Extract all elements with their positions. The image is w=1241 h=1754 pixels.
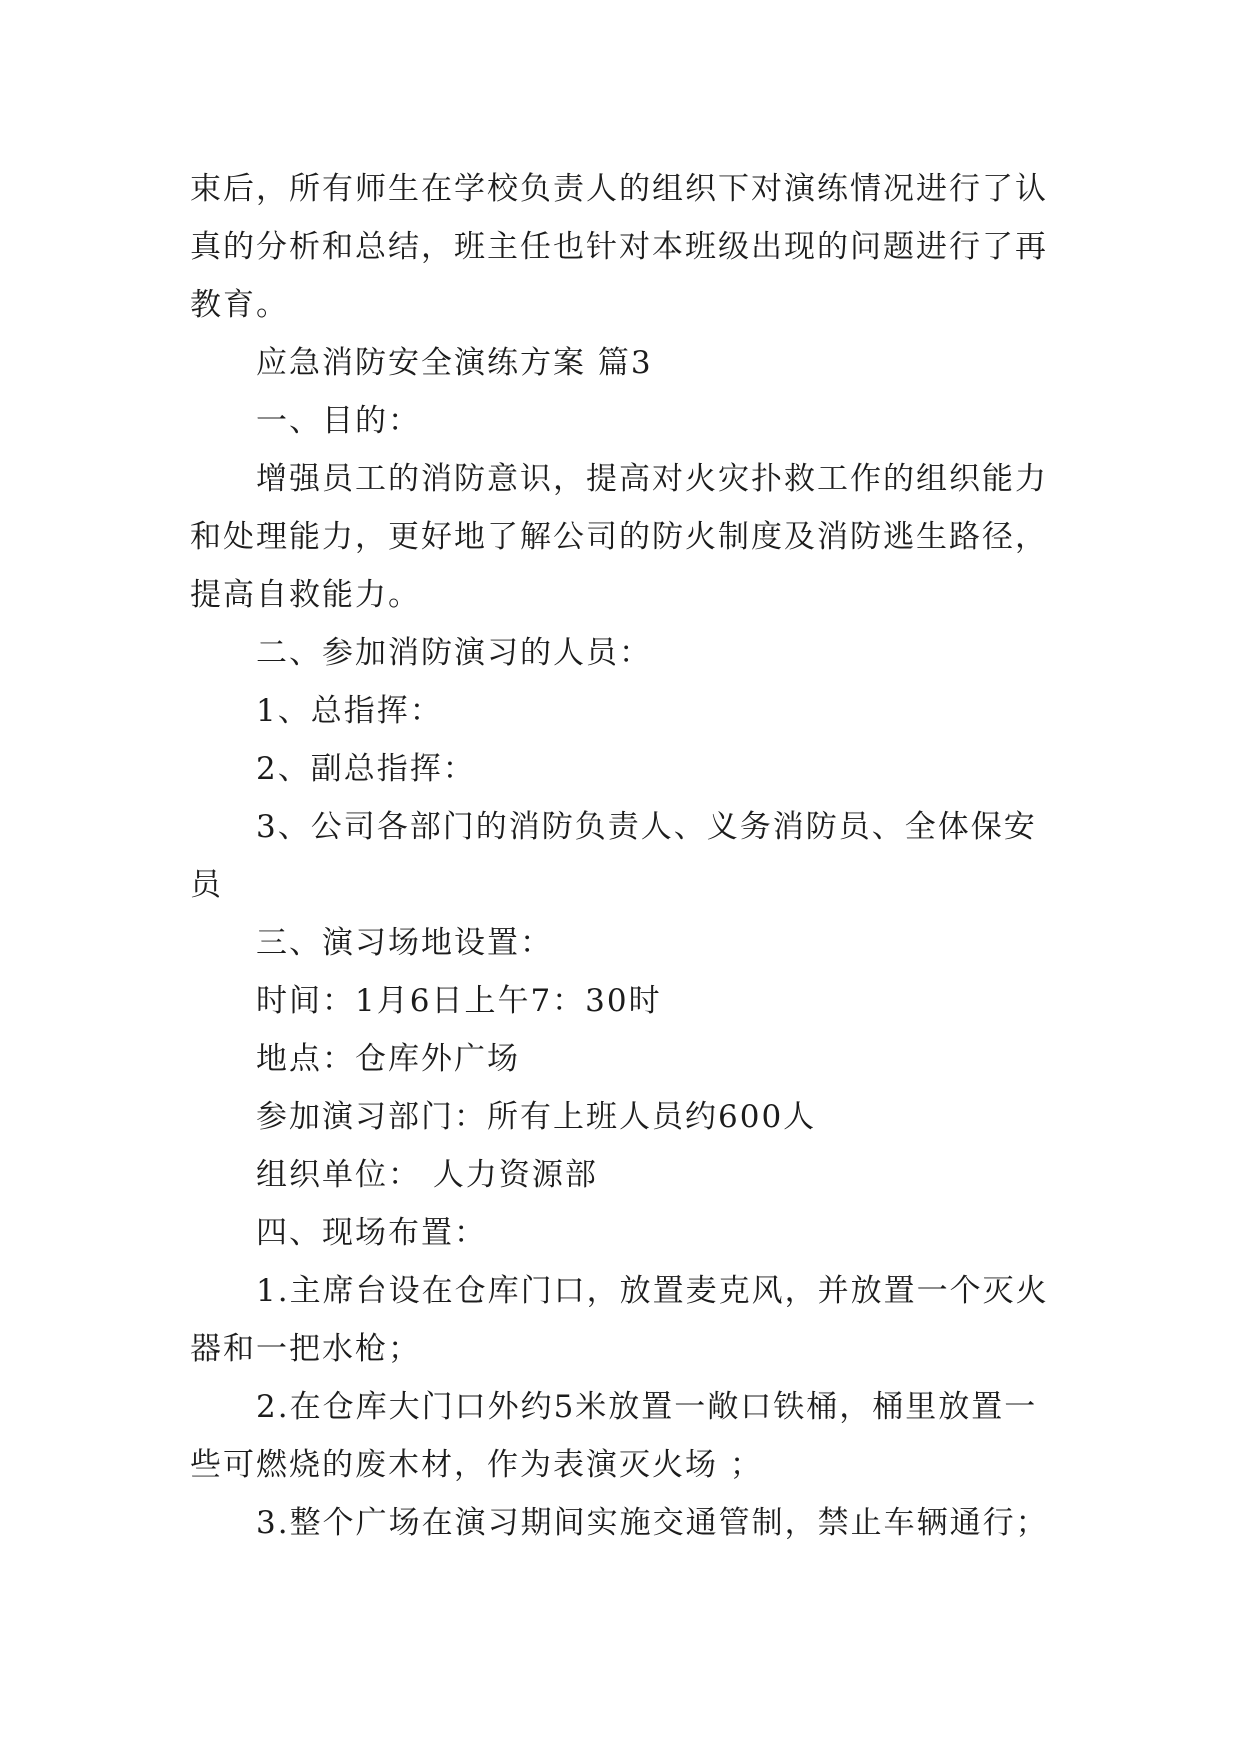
heading-participants: 二、参加消防演习的人员：: [256, 635, 652, 671]
item-time: 时间：1月6日上午7：30时: [256, 983, 662, 1019]
item-rostrum: 1.主席台设在仓库门口，放置麦克风，并放置一个灭火器和一把水枪；: [190, 1273, 1049, 1367]
item-location: 地点：仓库外广场: [256, 1041, 520, 1077]
item-departments: 参加演习部门：所有上班人员约600人: [256, 1099, 817, 1135]
item-traffic-control: 3.整个广场在演习期间实施交通管制，禁止车辆通行；: [256, 1505, 1049, 1541]
item-commander: 1、总指挥：: [256, 693, 443, 729]
document-body: [190, 160, 1050, 1552]
heading-site-layout: 四、现场布置：: [256, 1215, 487, 1251]
item-deputy-commander: 2、副总指挥：: [256, 751, 476, 787]
item-fire-bucket: 2.在仓库大门口外约5米放置一敞口铁桶，桶里放置一些可燃烧的废木材，作为表演灭火场 ；: [190, 1389, 1038, 1483]
paragraph-purpose: 增强员工的消防意识，提高对火灾扑救工作的组织能力和处理能力，更好地了解公司的防火制度及消防逃生路径，提高自救能力。: [190, 461, 1048, 613]
section-title-plan-3: 应急消防安全演练方案 篇3: [256, 345, 653, 381]
item-department-staff: 3、公司各部门的消防负责人、义务消防员、全体保安员: [190, 809, 1037, 903]
heading-purpose: 一、目的：: [256, 403, 421, 439]
heading-venue: 三、演习场地设置：: [256, 925, 553, 961]
paragraph-drill-summary: 束后，所有师生在学校负责人的组织下对演练情况进行了认真的分析和总结，班主任也针对本班级出现的问题进行了再教育。: [190, 171, 1048, 323]
item-organizer: 组织单位： 人力资源部: [256, 1157, 598, 1193]
